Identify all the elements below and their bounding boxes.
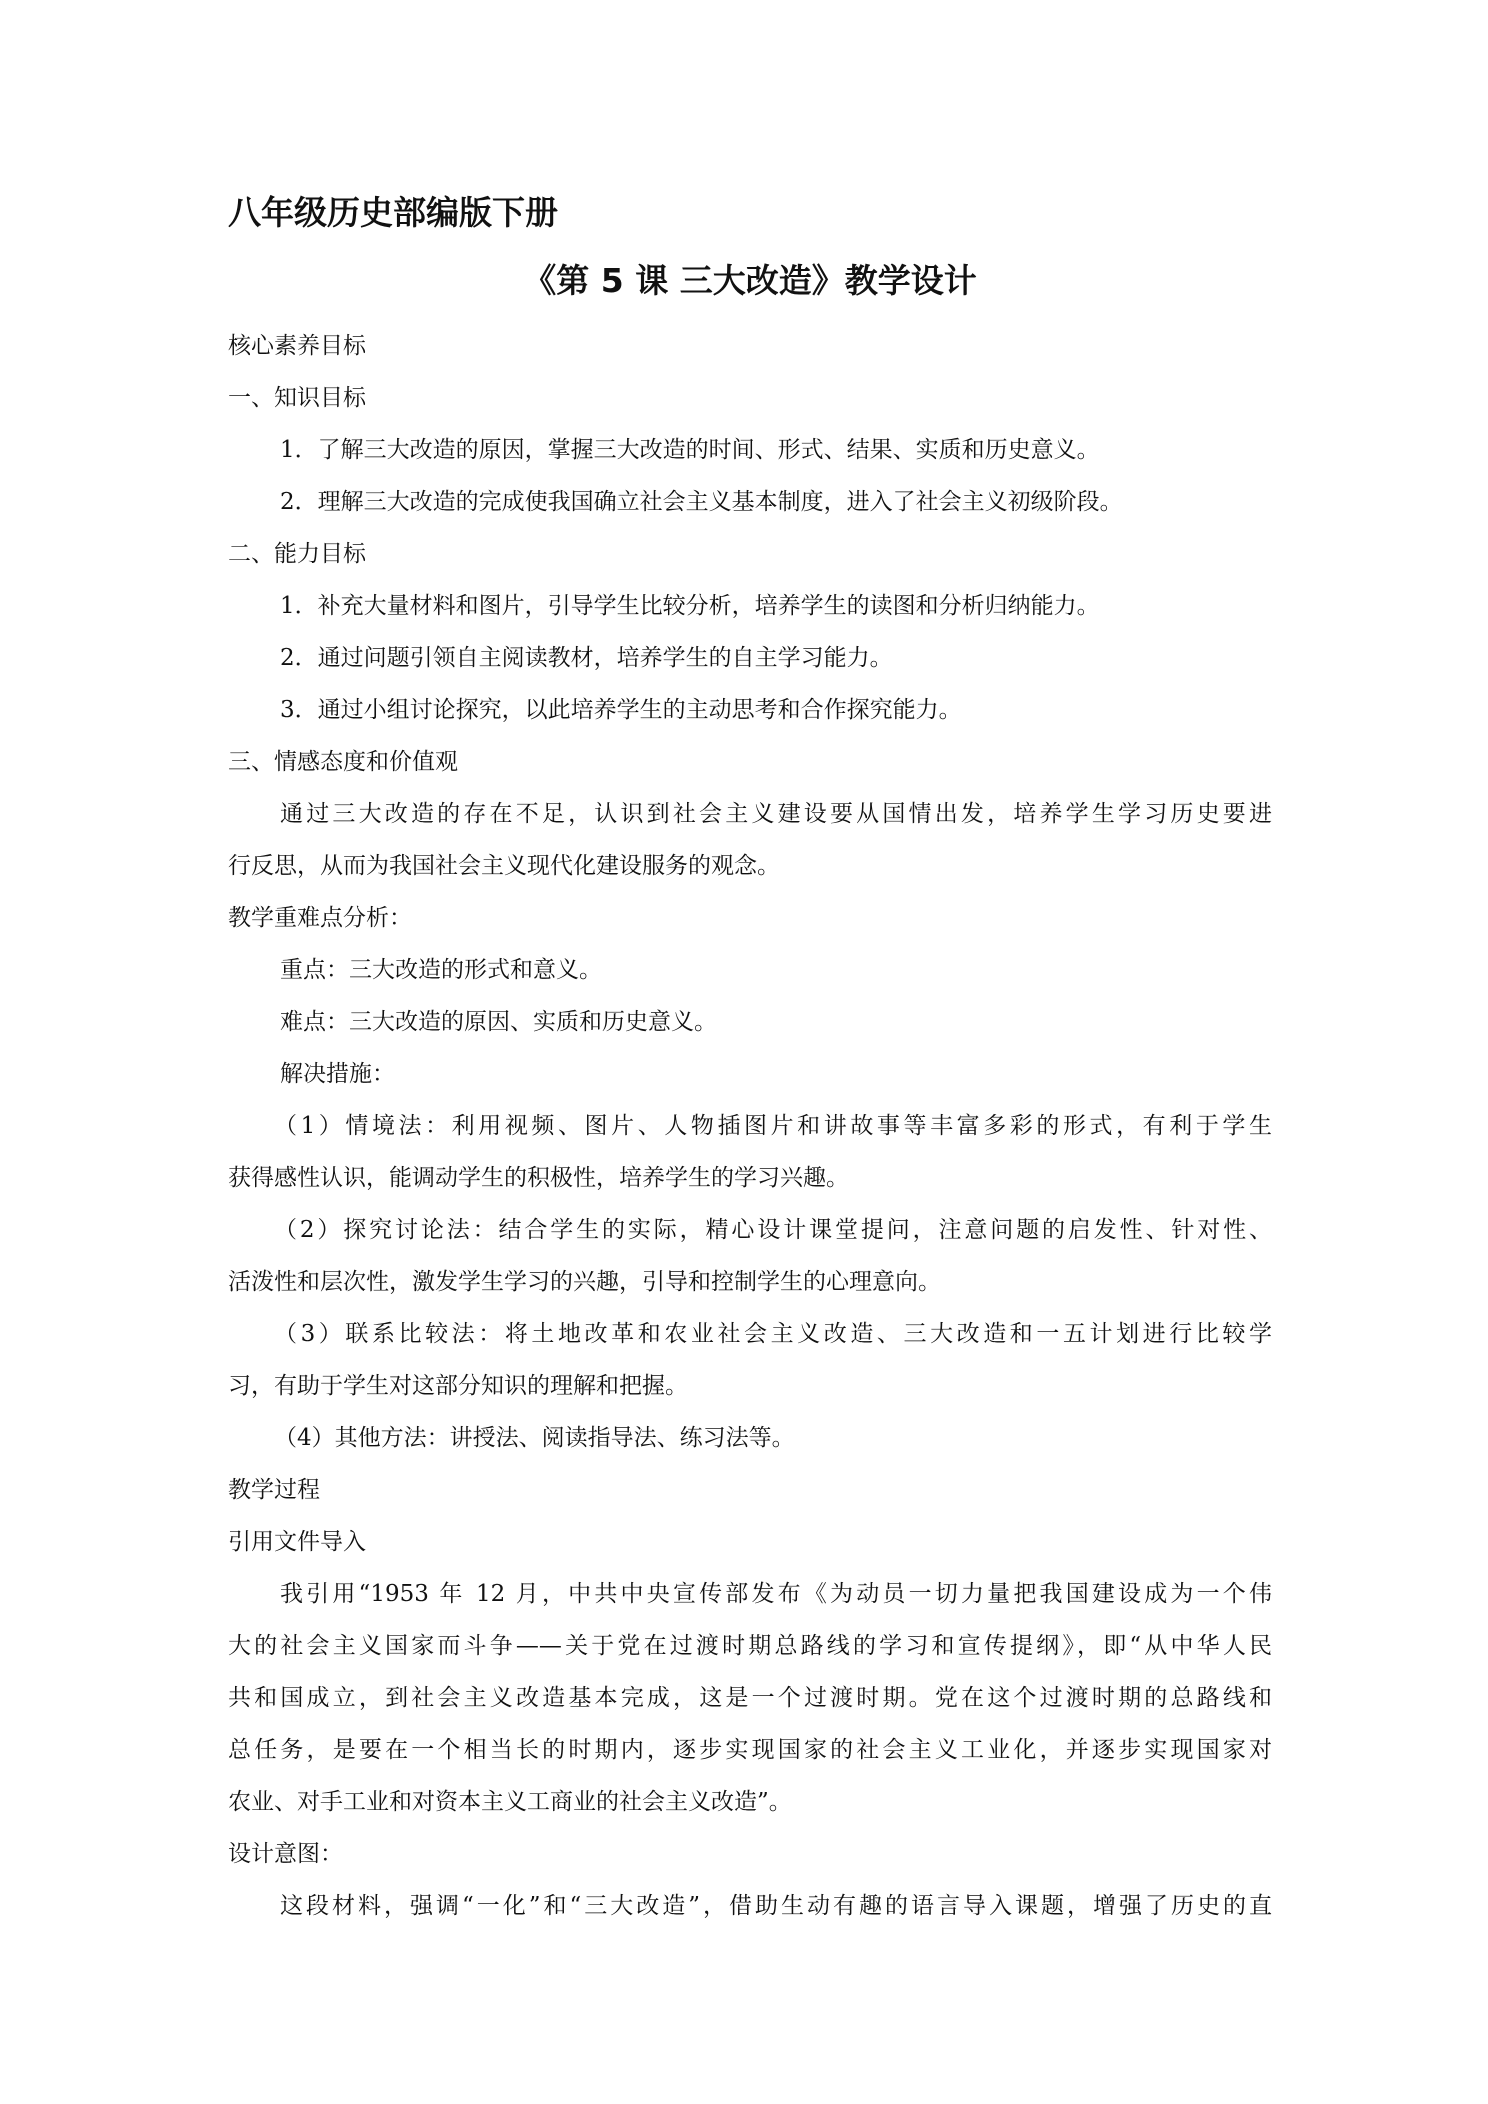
list-item: 1．了解三大改造的原因，掌握三大改造的时间、形式、结果、实质和历史意义。 xyxy=(280,437,1100,463)
paragraph-line: 难点：三大改造的原因、实质和历史意义。 xyxy=(280,1009,717,1035)
document-title: 《第 5 课 三大改造》教学设计 xyxy=(523,261,977,300)
paragraph-line: （2）探究讨论法：结合学生的实际，精心设计课堂提问，注意问题的启发性、针对性、 xyxy=(274,1217,1272,1243)
paragraph-line: （1）情境法：利用视频、图片、人物插图片和讲故事等丰富多彩的形式，有利于学生 xyxy=(274,1113,1272,1139)
paragraph-line: 共和国成立，到社会主义改造基本完成，这是一个过渡时期。党在这个过渡时期的总路线和 xyxy=(228,1685,1272,1711)
section-heading: 设计意图： xyxy=(228,1841,343,1867)
document-page xyxy=(228,180,1272,1932)
paragraph-line: 这段材料，强调“一化”和“三大改造”，借助生动有趣的语言导入课题，增强了历史的直 xyxy=(280,1893,1272,1919)
paragraph-line: 大的社会主义国家而斗争——关于党在过渡时期总路线的学习和宣传提纲》，即“从中华人民 xyxy=(228,1633,1272,1659)
section-heading: 引用文件导入 xyxy=(228,1529,366,1555)
paragraph-line: 行反思，从而为我国社会主义现代化建设服务的观念。 xyxy=(228,853,780,879)
paragraph-line: 活泼性和层次性，激发学生学习的兴趣，引导和控制学生的心理意向。 xyxy=(228,1269,941,1295)
list-item: 2．理解三大改造的完成使我国确立社会主义基本制度，进入了社会主义初级阶段。 xyxy=(280,489,1123,515)
section-heading: 教学过程 xyxy=(228,1477,320,1503)
section-heading: 教学重难点分析： xyxy=(228,905,412,931)
paragraph-line: 通过三大改造的存在不足，认识到社会主义建设要从国情出发，培养学生学习历史要进 xyxy=(280,801,1272,827)
list-item: 1．补充大量材料和图片，引导学生比较分析，培养学生的读图和分析归纳能力。 xyxy=(280,593,1100,619)
list-item: 2．通过问题引领自主阅读教材，培养学生的自主学习能力。 xyxy=(280,645,893,671)
paragraph-line: 重点：三大改造的形式和意义。 xyxy=(280,957,602,983)
paragraph-line: （3）联系比较法：将土地改革和农业社会主义改造、三大改造和一五计划进行比较学 xyxy=(274,1321,1272,1347)
paragraph-line: 农业、对手工业和对资本主义工商业的社会主义改造”。 xyxy=(228,1789,792,1815)
paragraph-line: 习，有助于学生对这部分知识的理解和把握。 xyxy=(228,1373,688,1399)
paragraph-line: 获得感性认识，能调动学生的积极性，培养学生的学习兴趣。 xyxy=(228,1165,849,1191)
paragraph-line: 我引用“1953 年 12 月，中共中央宣传部发布《为动员一切力量把我国建设成为一个伟 xyxy=(280,1581,1272,1607)
document-header: 八年级历史部编版下册 xyxy=(228,193,558,232)
section-heading: 一、知识目标 xyxy=(228,385,366,411)
section-heading: 二、能力目标 xyxy=(228,541,366,567)
paragraph-line: （4）其他方法：讲授法、阅读指导法、练习法等。 xyxy=(274,1425,795,1451)
section-heading: 核心素养目标 xyxy=(228,333,366,359)
section-heading: 三、情感态度和价值观 xyxy=(228,749,458,775)
paragraph-line: 解决措施： xyxy=(280,1061,395,1087)
list-item: 3．通过小组讨论探究，以此培养学生的主动思考和合作探究能力。 xyxy=(280,697,962,723)
paragraph-line: 总任务，是要在一个相当长的时期内，逐步实现国家的社会主义工业化，并逐步实现国家对 xyxy=(228,1737,1272,1763)
